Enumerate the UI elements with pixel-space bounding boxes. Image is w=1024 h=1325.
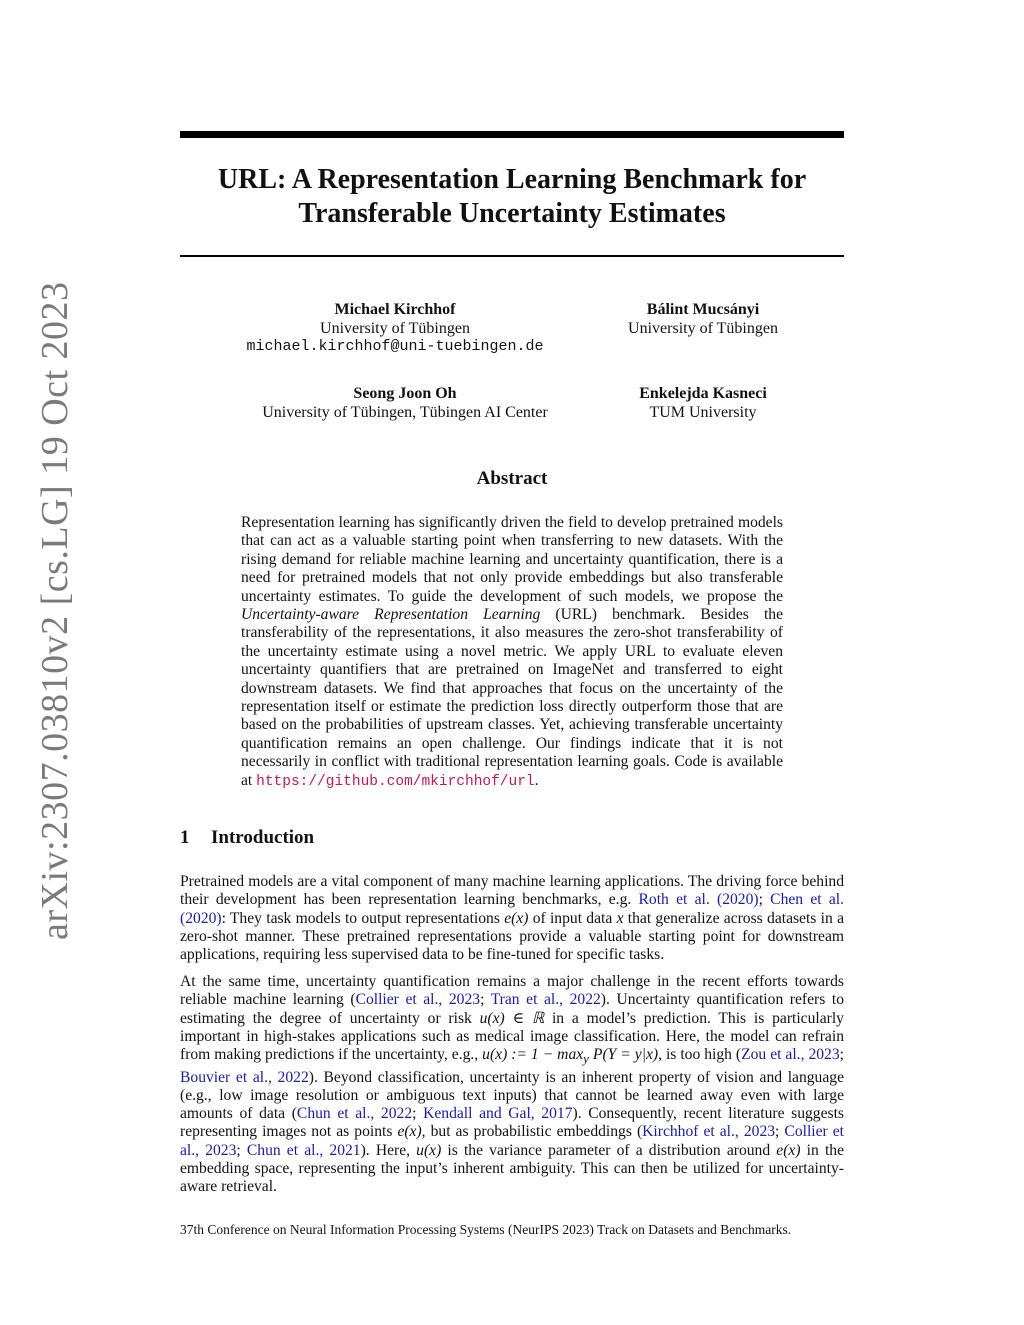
- paragraph-text: , but as probabilistic embeddings (: [421, 1123, 643, 1141]
- paragraph-text: ). Beyond classification, uncertainty is an inherent property of vision and language (e.g., low image resolution or ambiguous text inputs) that cannot be learned away even with large amounts of data (: [180, 1068, 844, 1123]
- code-repository-link[interactable]: https://github.com/mkirchhof/url: [256, 773, 535, 790]
- author-name: Bálint Mucsányi: [646, 301, 760, 318]
- math-subscript: y: [583, 1051, 589, 1067]
- paragraph-text: of input data: [528, 909, 617, 927]
- paragraph-text: ). Uncertainty quantification refers to estimating the degree of uncertainty or risk: [180, 991, 844, 1027]
- citation-link[interactable]: Chun et al., 2021: [246, 1141, 361, 1159]
- paragraph-text: ;: [775, 1123, 785, 1141]
- citation-link[interactable]: Zou et al., 2023: [741, 1046, 840, 1064]
- author-name: Michael Kirchhof: [334, 301, 456, 318]
- math-expression: u(x): [416, 1141, 442, 1159]
- citation-link[interactable]: Collier et al., 2023: [180, 1123, 845, 1159]
- paragraph-text: , is too high (: [658, 1046, 742, 1064]
- author-block-kirchhof: [230, 301, 560, 357]
- math-expression: e(x): [397, 1123, 422, 1141]
- paragraph-text: ). Consequently, recent literature suggests representing images not as points: [180, 1105, 844, 1141]
- math-expression: u(x) ∈ ℝ: [479, 1009, 545, 1027]
- citation-link[interactable]: Roth et al. (2020): [638, 891, 759, 909]
- paragraph-text: Pretrained models are a vital component of many machine learning applications. The driving force behind their development has been representation learning benchmarks, e.g.: [180, 873, 844, 909]
- author-name: Enkelejda Kasneci: [639, 385, 767, 402]
- author-name: Seong Joon Oh: [353, 385, 457, 402]
- author-block-oh: [230, 385, 580, 422]
- paragraph-text: ). Here,: [360, 1141, 417, 1159]
- arxiv-identifier-stamp: arXiv:2307.03810v2 [cs.LG] 19 Oct 2023: [34, 281, 76, 940]
- conference-footnote: 37th Conference on Neural Information Processing Systems (NeurIPS 2023) Track on Datasets and Benchmarks.: [180, 1222, 792, 1237]
- paragraph-text: ;: [839, 1046, 844, 1064]
- paper-title: [180, 163, 844, 231]
- author-block-mucsanyi: [588, 301, 818, 338]
- abstract-body: [241, 514, 783, 791]
- title-top-rule: [180, 131, 844, 138]
- author-email: michael.kirchhof@uni-tuebingen.de: [246, 338, 544, 355]
- paragraph-text: that generalize across datasets in a zero-shot manner. These pretrained representations provide a valuable starting point for downstream applications, requiring less supervised data to be fine-tuned for specific tasks.: [180, 909, 844, 964]
- math-expression: e(x): [504, 909, 529, 927]
- math-expression: e(x): [776, 1141, 801, 1159]
- section-number: 1: [180, 827, 190, 848]
- paragraph-text: ;: [412, 1105, 424, 1123]
- author-affiliation: University of Tübingen, Tübingen AI Center: [262, 403, 548, 421]
- paragraph-text: At the same time, uncertainty quantification remains a major challenge in the recent efforts towards reliable machine learning (: [180, 973, 844, 1009]
- citation-link[interactable]: Tran et al., 2022: [490, 991, 601, 1009]
- citation-link[interactable]: Kirchhof et al., 2023: [642, 1123, 776, 1141]
- abstract-text: Representation learning has significantly driven the field to develop pretrained models that can act as a valuable starting point when transferring to new datasets. With the rising demand for reliable machine learning and uncertainty quantification, there is a need for pretrained models that not only provide embeddings but also transferable uncertainty estimates. To guide the development of such models, we propose the: [241, 514, 783, 605]
- author-block-kasneci: [588, 385, 818, 422]
- intro-paragraph-2: [180, 973, 844, 1197]
- abstract-heading: Abstract: [476, 468, 548, 489]
- paper-title-line-2: Transferable Uncertainty Estimates: [298, 198, 726, 229]
- intro-paragraph-1: [180, 873, 844, 964]
- citation-link[interactable]: Bouvier et al., 2022: [180, 1068, 309, 1086]
- paragraph-text: ;: [480, 991, 491, 1009]
- citation-link[interactable]: Kendall and Gal, 2017: [423, 1105, 573, 1123]
- abstract-text: (URL) benchmark. Besides the transferability of the representations, it also measures the zero-shot transferability of the uncertainty estimate using a novel metric. We apply URL to evaluate eleven uncertainty quantifiers that are pretrained on ImageNet and transferred to eight downstream datasets. We find that approaches that focus on the uncertainty of the representation itself or estimate the prediction loss directly outperform those that are based on the probabilities of upstream classes. Yet, achieving transferable uncertainty quantification remains an open challenge. Our findings indicate that it is not necessarily in conflict with traditional representation learning goals. Code is available at: [241, 606, 783, 789]
- math-expression: P(Y = y|x): [588, 1046, 659, 1064]
- citation-link[interactable]: Chen et al. (2020): [180, 891, 844, 927]
- paragraph-text: in the embedding space, representing the input’s inherent ambiguity. This can then be utilized for uncertainty-aware retrieval.: [180, 1141, 844, 1196]
- author-affiliation: TUM University: [649, 403, 757, 421]
- author-affiliation: University of Tübingen: [320, 319, 470, 337]
- author-affiliation: University of Tübingen: [628, 319, 778, 337]
- section-heading-introduction: [180, 827, 314, 849]
- math-expression: u(x) := 1 − max: [482, 1046, 584, 1064]
- paragraph-text: is the variance parameter of a distribution around: [441, 1141, 777, 1159]
- citation-link[interactable]: Chun et al., 2022: [296, 1105, 413, 1123]
- paragraph-text: : They task models to output representations: [221, 909, 505, 927]
- paragraph-text: ;: [236, 1141, 247, 1159]
- math-expression: x: [616, 909, 624, 927]
- paper-title-line-1: URL: A Representation Learning Benchmark for: [217, 164, 807, 195]
- section-title: Introduction: [211, 827, 315, 848]
- benchmark-name: Uncertainty-aware Representation Learning: [241, 606, 541, 624]
- title-bottom-rule: [180, 255, 844, 257]
- citation-link[interactable]: Collier et al., 2023: [355, 991, 481, 1009]
- paragraph-text: in a model’s prediction. This is particularly important in high-stakes applications such as medical image classification. Here, the model can refrain from making predictions if the uncertainty, e.g.,: [180, 1009, 844, 1064]
- paragraph-text: ;: [758, 891, 771, 909]
- abstract-text: .: [534, 771, 539, 789]
